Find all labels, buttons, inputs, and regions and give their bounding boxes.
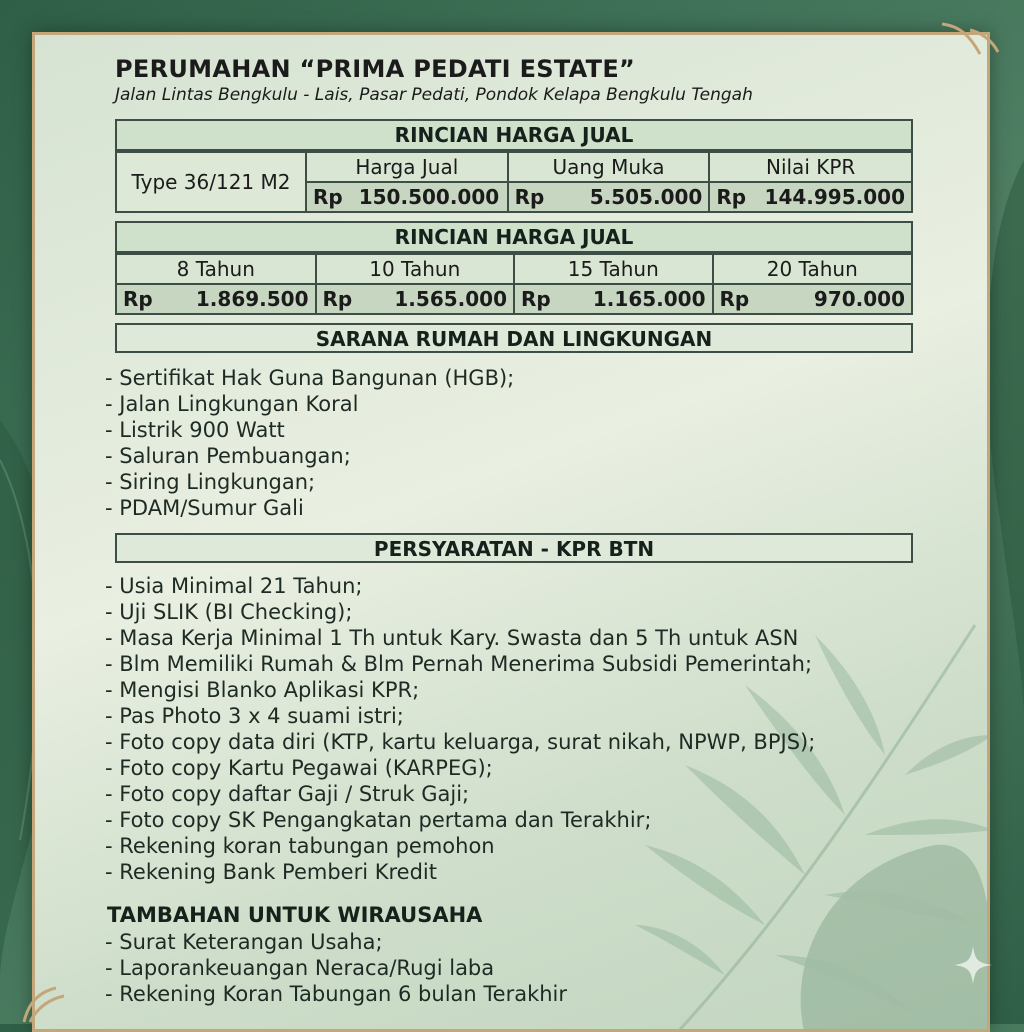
tenor-header: 8 Tahun (117, 254, 316, 284)
list-item: - Masa Kerja Minimal 1 Th untuk Kary. Swasta dan 5 Th untuk ASN (105, 626, 799, 650)
installment-cell (713, 284, 912, 313)
price-amount: 144.995.000 (764, 185, 905, 209)
installment-table (115, 221, 913, 315)
list-item: - Surat Keterangan Usaha; (105, 930, 383, 954)
price-cell (508, 182, 710, 211)
installment-amount: 1.565.000 (394, 287, 507, 311)
poster-frame (32, 32, 990, 1032)
price-column-header: Nilai KPR (709, 152, 911, 182)
installment-amount: 1.165.000 (592, 287, 706, 311)
list-item: - Jalan Lingkungan Koral (105, 392, 359, 416)
currency-label: Rp (716, 185, 747, 209)
price-column-header: Harga Jual (306, 152, 508, 182)
facilities-heading: SARANA RUMAH DAN LINGKUNGAN (115, 323, 913, 353)
entrepreneur-list (105, 929, 925, 1007)
installment-amount: 970.000 (813, 287, 905, 311)
list-item: - Laporankeuangan Neraca/Rugi laba (105, 956, 495, 980)
installment-cell (316, 284, 515, 313)
currency-label: Rp (313, 185, 343, 209)
list-item: - Uji SLIK (BI Checking); (105, 600, 353, 624)
requirements-list (105, 573, 925, 885)
requirements-heading: PERSYARATAN - KPR BTN (115, 533, 913, 563)
facilities-list (105, 365, 925, 521)
installment-cell (514, 284, 713, 313)
currency-label: Rp (123, 287, 153, 311)
list-item: - Foto copy daftar Gaji / Struk Gaji; (105, 782, 470, 806)
price-amount: 5.505.000 (589, 185, 703, 209)
list-item: - PDAM/Sumur Gali (105, 496, 304, 520)
installment-table-heading: RINCIAN HARGA JUAL (117, 223, 911, 253)
list-item: - Usia Minimal 21 Tahun; (105, 574, 363, 598)
list-item: - Mengisi Blanko Aplikasi KPR; (105, 678, 420, 702)
tenor-header: 20 Tahun (713, 254, 912, 284)
list-item: - Rekening koran tabungan pemohon (105, 834, 495, 858)
list-item: - Foto copy data diri (KTP, kartu keluarga, surat nikah, NPWP, BPJS); (105, 730, 816, 754)
list-item: - Foto copy Kartu Pegawai (KARPEG); (105, 756, 493, 780)
entrepreneur-heading: TAMBAHAN UNTUK WIRAUSAHA (107, 903, 483, 927)
currency-label: Rp (514, 185, 545, 209)
house-type: Type 36/121 M2 (117, 152, 306, 211)
sparkle-icon (952, 944, 994, 986)
list-item: - Rekening Bank Pemberi Kredit (105, 860, 437, 884)
corner-flourish-icon (940, 20, 1000, 60)
currency-label: Rp (719, 287, 750, 311)
price-column-header: Uang Muka (508, 152, 710, 182)
installment-cell (117, 284, 316, 313)
price-amount: 150.500.000 (358, 185, 500, 209)
page-title: PERUMAHAN “PRIMA PEDATI ESTATE” (115, 55, 636, 83)
price-cell (709, 182, 911, 211)
list-item: - Foto copy SK Pengangkatan pertama dan Terakhir; (105, 808, 652, 832)
list-item: - Siring Lingkungan; (105, 470, 316, 494)
list-item: - Saluran Pembuangan; (105, 444, 351, 468)
list-item: - Listrik 900 Watt (105, 418, 285, 442)
list-item: - Rekening Koran Tabungan 6 bulan Terakhir (105, 982, 568, 1006)
price-table (115, 119, 913, 213)
tenor-header: 10 Tahun (316, 254, 515, 284)
price-table-heading: RINCIAN HARGA JUAL (117, 121, 911, 151)
list-item: - Sertifikat Hak Guna Bangunan (HGB); (105, 366, 515, 390)
currency-label: Rp (521, 287, 551, 311)
address-subtitle: Jalan Lintas Bengkulu - Lais, Pasar Pedati, Pondok Kelapa Bengkulu Tengah (115, 85, 753, 105)
list-item: - Blm Memiliki Rumah & Blm Pernah Menerima Subsidi Pemerintah; (105, 652, 813, 676)
installment-amount: 1.869.500 (195, 287, 309, 311)
currency-label: Rp (322, 287, 353, 311)
price-cell (306, 182, 508, 211)
corner-flourish-icon (20, 984, 80, 1024)
list-item: - Pas Photo 3 x 4 suami istri; (105, 704, 404, 728)
tenor-header: 15 Tahun (514, 254, 713, 284)
